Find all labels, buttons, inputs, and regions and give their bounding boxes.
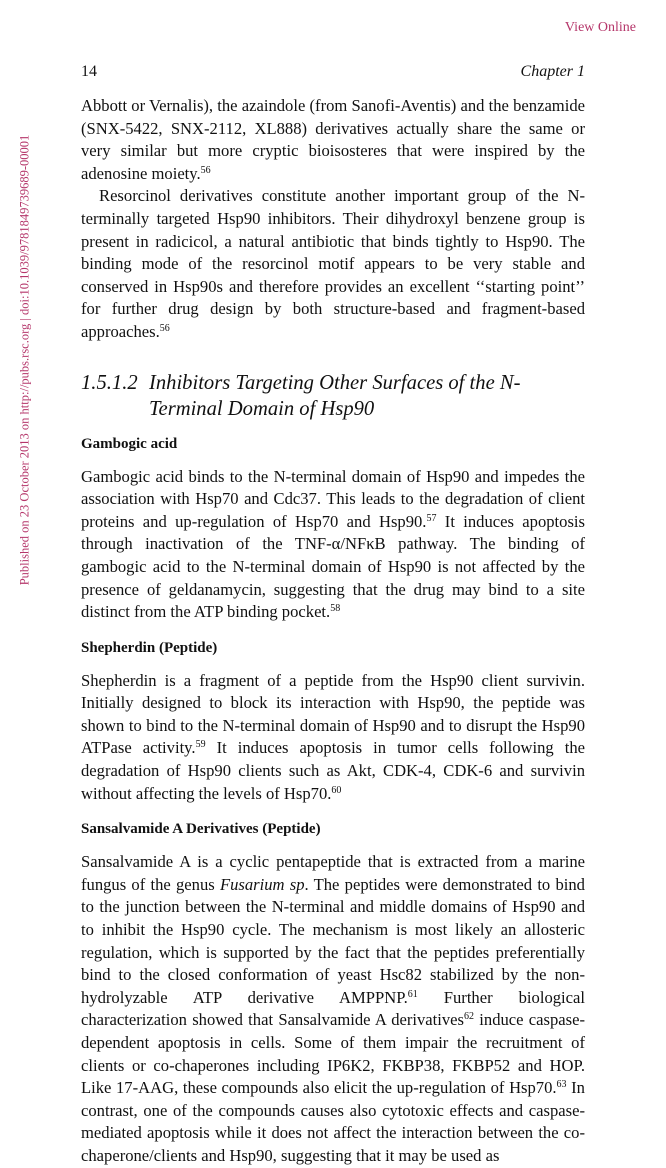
paragraph [81,670,585,806]
page-number: 14 [81,63,97,80]
paragraph [81,95,585,185]
citation[interactable]: 63 [556,1079,567,1091]
genus-name: Fusarium sp [219,874,305,894]
paragraph-text: Sansalvamide A is a cyclic pentapeptide that is extracted from a marine fungus of the genus [81,852,585,894]
citation[interactable]: 62 [464,1011,475,1023]
publication-note-text[interactable]: Published on 23 October 2013 on http://pubs.rsc.org | doi:10.1039/9781849739689-00001 [17,134,32,586]
subheading-shepherdin: Shepherdin (Peptide) [81,639,218,656]
paragraph [81,851,585,1167]
paragraph-text: It induces apoptosis in tumor cells following the degradation of Hsp90 clients such as Akt, CDK-4, CDK-6 and survivin without affecting the levels of Hsp70. [81,738,585,803]
paragraph-text: Gambogic acid binds to the N-terminal domain of Hsp90 and impedes the association with Hsp70 and Cdc37. This leads to the degradation of client proteins and up-regulation of Hsp70 and Hsp90. [81,466,585,531]
subheading-sansalvamide: Sansalvamide A Derivatives (Peptide) [81,821,321,838]
citation[interactable]: 57 [426,512,437,524]
paragraph-text: Abbott or Vernalis), the azaindole (from Sanofi-Aventis) and the benzamide (SNX-5422, SNX-2112, XL888) derivatives actually share the same or very similar but more cryptic bioisosteres that were inspired by the adenosine moiety. [81,96,585,183]
paragraph [81,185,585,343]
paragraph-text: Further biological characterization showed that Sansalvamide A derivatives [81,987,585,1030]
paragraph [81,466,585,624]
chapter-label: Chapter 1 [520,63,585,80]
running-head [81,63,585,81]
section-number: 1.5.1.2 [81,371,138,394]
paragraph-text: In contrast, one of the compounds causes also cytotoxic effects and caspase-mediated apoptosis while it does not affect the interaction between the co-chaperone/clients and Hsp90, suggesting that it may be used as [81,1078,585,1165]
publication-note [16,120,34,600]
page-body [81,95,585,1168]
paragraph-text: induce caspase-dependent apoptosis in cells. Some of them impair the recruitment of clients or co-chaperones including IP6K2, FKBP38, FKBP52 and HOP. Like 17-AAG, these compounds also elicit the up-regulation of Hsp70. [81,1010,585,1098]
citation[interactable]: 59 [195,739,206,751]
citation[interactable]: 61 [407,988,418,1000]
paragraph-text: It induces apoptosis through inactivation of the TNF-α/NFκB pathway. The binding of gambogic acid to the N-terminal domain of Hsp90 is not affected by the presence of geldanamycin, suggesting that the drug may bind to a site distinct from the ATP binding pocket. [81,511,585,622]
paragraph-text: Resorcinol derivatives constitute another important group of the N-terminally targeted Hsp90 inhibitors. Their dihydroxyl benzene group is present in radicicol, a natural antibiotic that binds tightly to Hsp90. The binding mode of the resorcinol motif appears to be very stable and conserved in Hsp90s and therefore provides an excellent ‘‘starting point’’ for further drug design by both structure-based and fragment-based approaches. [81,186,585,341]
view-online-link[interactable]: View Online [564,20,636,35]
citation[interactable]: 56 [200,164,211,176]
section-title: Inhibitors Targeting Other Surfaces of the N-Terminal Domain of Hsp90 [149,371,521,420]
paragraph-text: Shepherdin is a fragment of a peptide from the Hsp90 client survivin. Initially designed to block its interaction with Hsp90, the peptide was shown to bind to the N-terminal domain of Hsp90 and to disrupt the Hsp90 ATPase activity. [81,670,585,758]
citation[interactable]: 58 [330,603,341,615]
subheading-gambogic-acid: Gambogic acid [81,435,178,452]
section-heading [81,370,585,422]
citation[interactable]: 60 [331,784,342,796]
citation[interactable]: 56 [159,322,170,334]
paragraph-text: . The peptides were demonstrated to bind to the junction between the N-terminal and middle domains of Hsp90 and to inhibit the Hsp90 cycle. The mechanism is most likely an allosteric regulation, which is supported by the fact that the peptides preferentially bind to the closed conformation of yeast Hsc82 stabilized by the non-hydrolyzable ATP derivative AMPPNP. [81,874,585,1007]
